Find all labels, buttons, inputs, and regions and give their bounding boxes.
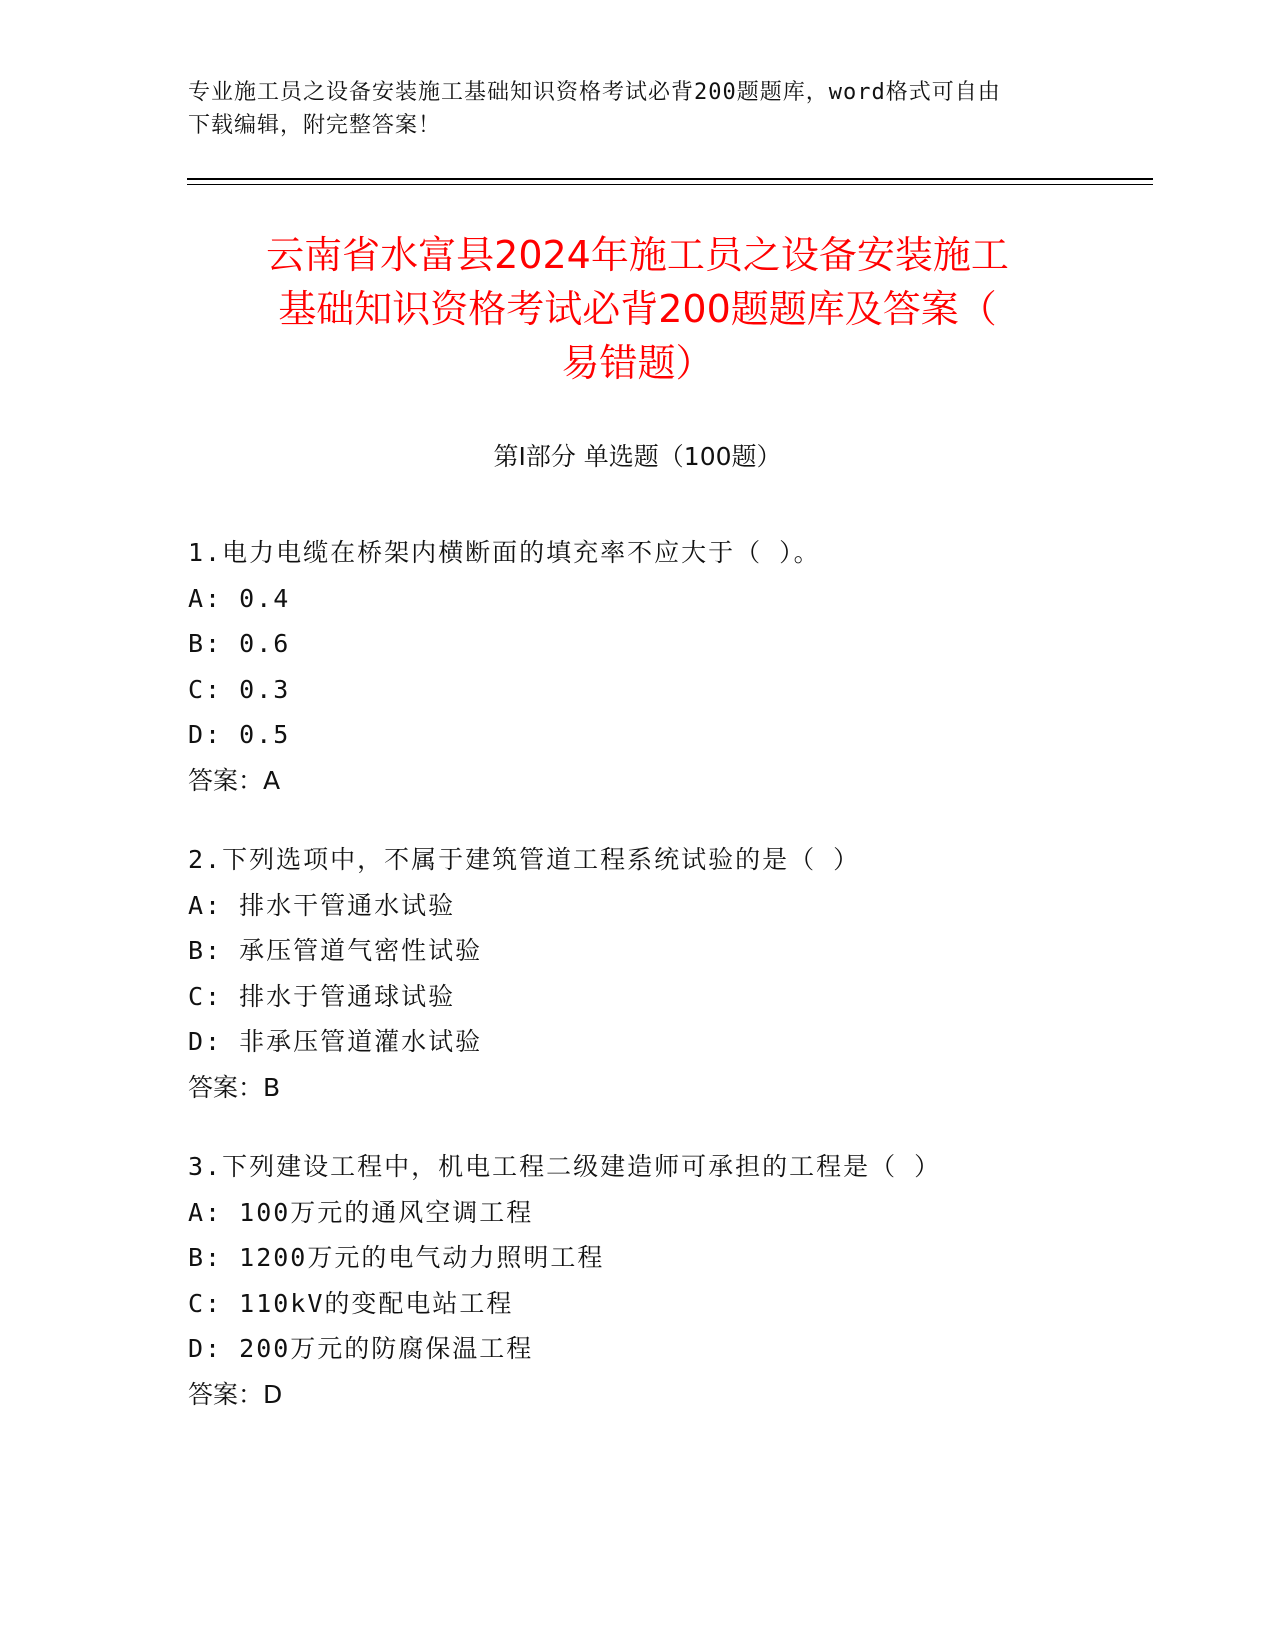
option-b: B: 承压管道气密性试验: [188, 936, 483, 965]
document-title-line-3: 易错题）: [561, 341, 714, 385]
header-divider-thin: [187, 184, 1153, 185]
question-stem: 2.下列选项中，不属于建筑管道工程系统试验的是（ ）: [188, 845, 861, 874]
option-a: A: 排水干管通水试验: [188, 890, 456, 920]
option-b: B: 1200万元的电气动力照明工程: [188, 1243, 605, 1272]
question-item: [188, 837, 1148, 1110]
section-heading: 第Ⅰ部分 单选题（100题）: [493, 442, 782, 471]
option-d: D: 非承压管道灌水试验: [188, 1027, 483, 1056]
option-a: A: 0.4: [188, 583, 291, 613]
document-title: [150, 228, 1125, 390]
document-title-line-2: 基础知识资格考试必背200题题库及答案（: [278, 287, 997, 331]
option-a: A: 100万元的通风空调工程: [188, 1197, 534, 1227]
answer: 答案：D: [188, 1379, 283, 1409]
header-note-line-2: 下载编辑，附完整答案！: [188, 113, 442, 138]
header-divider-thick: [187, 178, 1153, 180]
header-note: [188, 76, 1088, 142]
question-stem: 1.电力电缆在桥架内横断面的填充率不应大于（ ）。: [188, 538, 821, 567]
option-c: C: 0.3: [188, 674, 291, 704]
question-item: [188, 1144, 1148, 1417]
header-note-line-1: 专业施工员之设备安装施工基础知识资格考试必背200题题库，word格式可自由: [188, 80, 1001, 105]
document-title-line-1: 云南省水富县2024年施工员之设备安装施工: [266, 233, 1009, 277]
question-list: [188, 530, 1148, 1451]
question-stem: 3.下列建设工程中，机电工程二级建造师可承担的工程是（ ）: [188, 1152, 942, 1181]
answer: 答案：A: [188, 765, 281, 795]
option-c: C: 110kV的变配电站工程: [188, 1288, 514, 1318]
option-c: C: 排水于管通球试验: [188, 981, 456, 1011]
option-b: B: 0.6: [188, 629, 291, 658]
option-d: D: 200万元的防腐保温工程: [188, 1334, 534, 1363]
question-item: [188, 530, 1148, 803]
answer: 答案：B: [188, 1072, 281, 1102]
option-d: D: 0.5: [188, 720, 291, 749]
